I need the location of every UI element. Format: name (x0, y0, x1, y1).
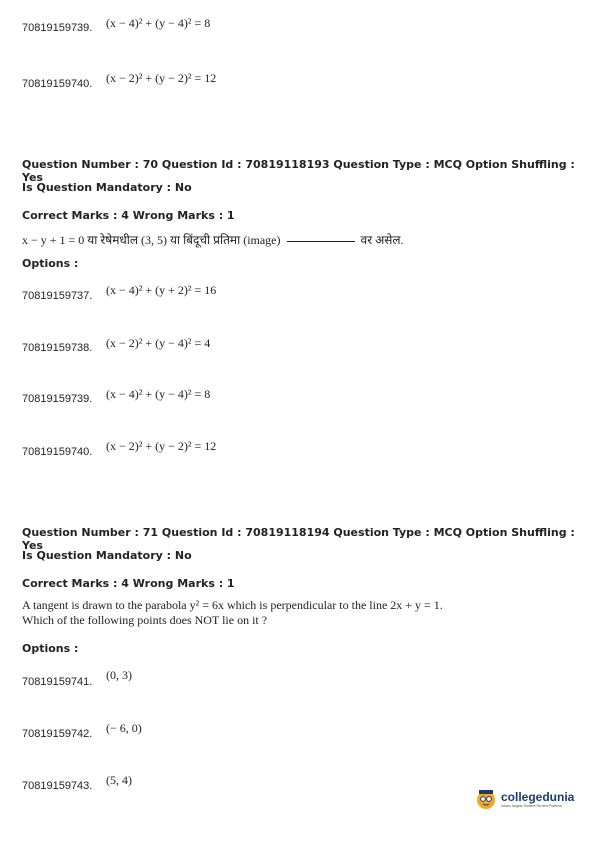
option-expression: (x − 4)² + (y − 4)² = 8 (106, 387, 211, 401)
option-id: 70819159742. (22, 728, 93, 740)
question-mandatory: Is Question Mandatory : No (22, 181, 192, 194)
option-id: 70819159739. (22, 22, 93, 34)
question-text-line-1: A tangent is drawn to the parabola y² = 6x which is perpendicular to the line 2x + y = 1. (22, 598, 443, 612)
question-text-line-2: Which of the following points does NOT lie on it ? (22, 613, 268, 627)
question-header: Question Number : 71 Question Id : 70819118194 Question Type : MCQ Option Shuffling : Yes (22, 526, 575, 552)
logo-tagline: India's largest Student Review Platform (501, 804, 562, 808)
option-id: 70819159739. (22, 393, 93, 405)
question-text (22, 231, 404, 248)
question-mandatory: Is Question Mandatory : No (22, 549, 192, 562)
option-expression: (x − 2)² + (y − 2)² = 12 (106, 71, 217, 85)
logo-name: collegedunia (501, 790, 575, 804)
option-id: 70819159737. (22, 290, 93, 302)
question-header: Question Number : 70 Question Id : 70819118193 Question Type : MCQ Option Shuffling : Yes (22, 158, 575, 184)
option-id: 70819159738. (22, 342, 93, 354)
options-label: Options : (22, 642, 79, 655)
question-text-after: वर असेल. (360, 233, 404, 247)
answer-blank (287, 241, 355, 242)
option-id: 70819159743. (22, 780, 93, 792)
option-expression: (x − 2)² + (y − 4)² = 4 (106, 336, 211, 350)
option-expression: (x − 4)² + (y + 2)² = 16 (106, 283, 217, 297)
collegedunia-logo (475, 788, 574, 810)
option-expression: (− 6, 0) (106, 721, 142, 735)
option-id: 70819159740. (22, 446, 93, 458)
question-text-before: x − y + 1 = 0 या रेषेमधील (3, 5) या बिंदूची प्रतिमा (image) (22, 233, 281, 247)
option-id: 70819159741. (22, 676, 93, 688)
option-expression: (x − 2)² + (y − 2)² = 12 (106, 439, 217, 453)
question-marks: Correct Marks : 4 Wrong Marks : 1 (22, 577, 235, 590)
option-id: 70819159740. (22, 78, 93, 90)
options-label: Options : (22, 257, 79, 270)
option-expression: (x − 4)² + (y − 4)² = 8 (106, 16, 211, 30)
option-expression: (0, 3) (106, 668, 132, 682)
option-expression: (5, 4) (106, 773, 132, 787)
logo-mascot-icon (475, 788, 497, 810)
question-marks: Correct Marks : 4 Wrong Marks : 1 (22, 209, 235, 222)
